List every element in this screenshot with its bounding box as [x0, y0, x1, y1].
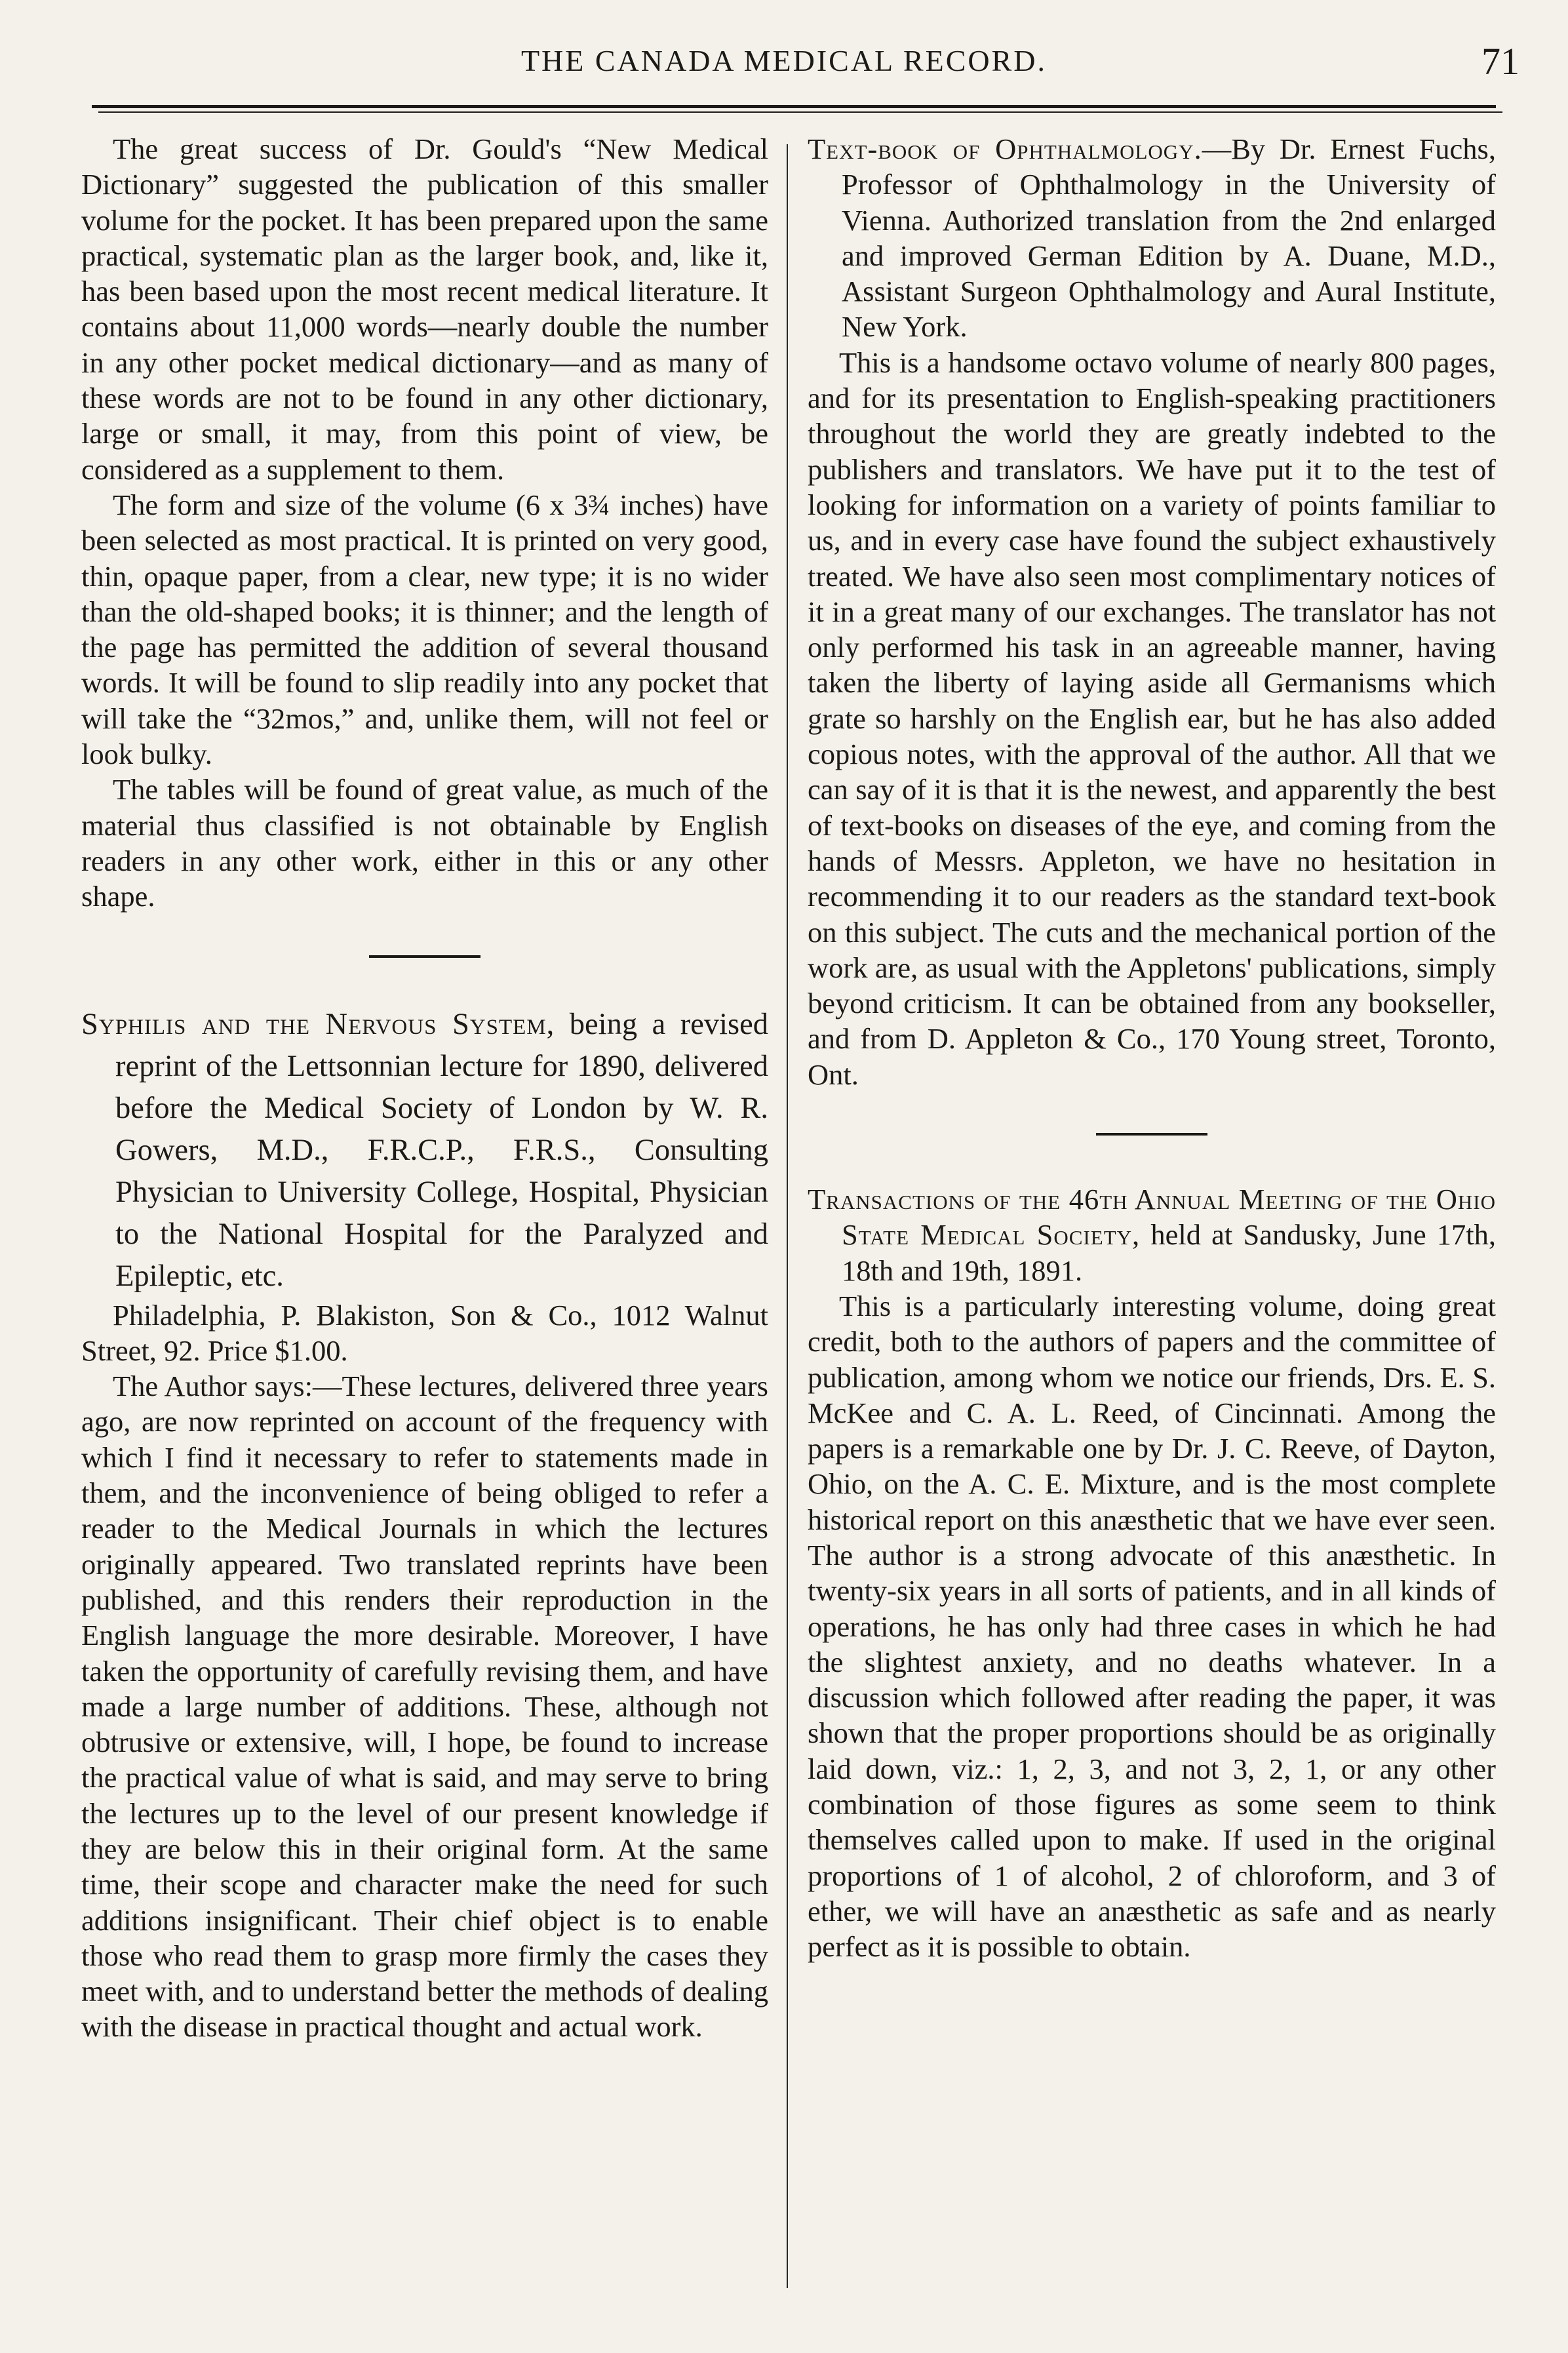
ohio-title: Transactions of the 46th Annual Meeting of the Ohio State Medical Society, [808, 1183, 1496, 1252]
syphilis-publisher: Philadelphia, P. Blakiston, Son & Co., 1012 Walnut Street, 92. Price $1.00. [81, 1298, 768, 1367]
dictionary-paragraph: The tables will be found of great value, as much of the material thus classified is not obtainable by English readers in any other work, either in this or any other shape. [81, 773, 768, 913]
left-column [81, 131, 768, 2045]
section-separator [369, 955, 480, 958]
header-rule [92, 105, 1496, 108]
ohio-description: held at Sandusky, June 17th, 18th and 19th, 1891. [842, 1218, 1497, 1287]
syphilis-entry [81, 1004, 768, 1297]
syphilis-body: The Author says:—These lectures, delivered three years ago, are now reprinted on account of the frequency with which I find it necessary to refer to statements made in them, and the inconvenience of being obliged to refer a reader to the Medical Journals in which the lectures originally appeared. Two translated reprints have been published, and this renders their reproduction in the English language the more desirable. Moreover, I have taken the opportunity of carefully revising them, and have made a large number of additions. These, although not obtrusive or extensive, will, I hope, be found to increase the practical value of what is said, and may serve to bring the lectures up to the level of our present knowledge if they are below this in their original form. At the same time, their scope and character make the need for such additions insignificant. Their chief object is to enable those who read them to grasp more firmly the cases they meet with, and to understand better the methods of dealing with the disease in practical thought and actual work. [81, 1370, 768, 2044]
column-divider [787, 144, 788, 2288]
ophthalmology-description: —By Dr. Ernest Fuchs, Professor of Ophthalmology in the University of Vienna. Authorized translation from the 2nd enlarged and improved German Edition by A. Duane, M.D., Assistant Surgeon Ophthalmology and Aural Institute, New York. [842, 132, 1497, 344]
ophthalmology-entry [808, 131, 1496, 345]
ohio-entry [808, 1181, 1496, 1288]
dictionary-paragraph: The great success of Dr. Gould's “New Medical Dictionary” suggested the publication of this smaller volume for the pocket. It has been prepared upon the same practical, systematic plan as the larger book, and, like it, has been based upon the most recent medical literature. It contains about 11,000 words—nearly double the number in any other pocket medical dictionary—and as many of these words are not to be found in any other dictionary, large or small, it may, from this point of view, be considered as a supplement to them. [81, 132, 768, 486]
ophthalmology-title: Text-book of Ophthalmology. [808, 132, 1202, 165]
page-number: 71 [1481, 40, 1519, 83]
right-column [808, 131, 1496, 1965]
section-separator [1096, 1133, 1207, 1136]
page-header [0, 39, 1568, 98]
syphilis-title: Syphilis and the Nervous System, [81, 1007, 555, 1041]
ohio-body: This is a particularly interesting volume, doing great credit, both to the authors of papers and the committee of publication, among whom we notice our friends, Drs. E. S. McKee and C. A. L. Reed, of Cincinnati. Among the papers is a remarkable one by Dr. J. C. Reeve, of Dayton, Ohio, on the A. C. E. Mixture, and is the most complete historical report on this anæsthetic that we have ever seen. The author is a strong advocate of this anæsthetic. In twenty-six years in all sorts of patients, and in all kinds of operations, he has only had three cases in which he had the slightest anxiety, and no deaths whatever. In a discussion which followed after reading the paper, it was shown that the proper proportions should be as originally laid down, viz.: 1, 2, 3, and not 3, 2, 1, or any other combination of those figures as some seem to think themselves called upon to make. If used in the original proportions of 1 of alcohol, 2 of chloroform, and 3 of ether, we will have an anæsthetic as safe and as nearly perfect as it is possible to obtain. [808, 1289, 1496, 1964]
ophthalmology-body: This is a handsome octavo volume of nearly 800 pages, and for its presentation to English-speaking practitioners throughout the world they are greatly indebted to the publishers and translators. We have put it to the test of looking for information on a variety of points familiar to us, and in every case have found the subject exhaustively treated. We have also seen most complimentary notices of it in a great many of our exchanges. The translator has not only performed his task in an agreeable manner, having taken the liberty of laying aside all Germanisms which grate so harshly on the English ear, but he has also added copious notes, with the approval of the author. All that we can say of it is that it is the newest, and apparently the best of text-books on diseases of the eye, and coming from the hands of Messrs. Appleton, we have no hesitation in recommending it to our readers as the standard text-book on this subject. The cuts and the mechanical portion of the work are, as usual with the Appletons' publications, simply beyond criticism. It can be obtained from any bookseller, and from D. Appleton & Co., 170 Young street, Toronto, Ont. [808, 346, 1496, 1091]
running-head: THE CANADA MEDICAL RECORD. [520, 44, 1048, 77]
dictionary-paragraph: The form and size of the volume (6 x 3¾ inches) have been selected as most practical. It is printed on very good, thin, opaque paper, from a clear, new type; it is no wider than the old-shaped books; it is thinner; and the length of the page has permitted the addition of several thousand words. It will be found to slip readily into any pocket that will take the “32mos,” and, unlike them, will not feel or look bulky. [81, 488, 768, 771]
header-rule-thin [98, 111, 1502, 113]
syphilis-description: being a revised reprint of the Lettsonnian lecture for 1890, delivered before the Medical Society of London by W. R. Gowers, M.D., F.R.C.P., F.R.S., Consulting Physician to University College, Hospital, Physician to the National Hospital for the Paralyzed and Epileptic, etc. [115, 1007, 768, 1293]
